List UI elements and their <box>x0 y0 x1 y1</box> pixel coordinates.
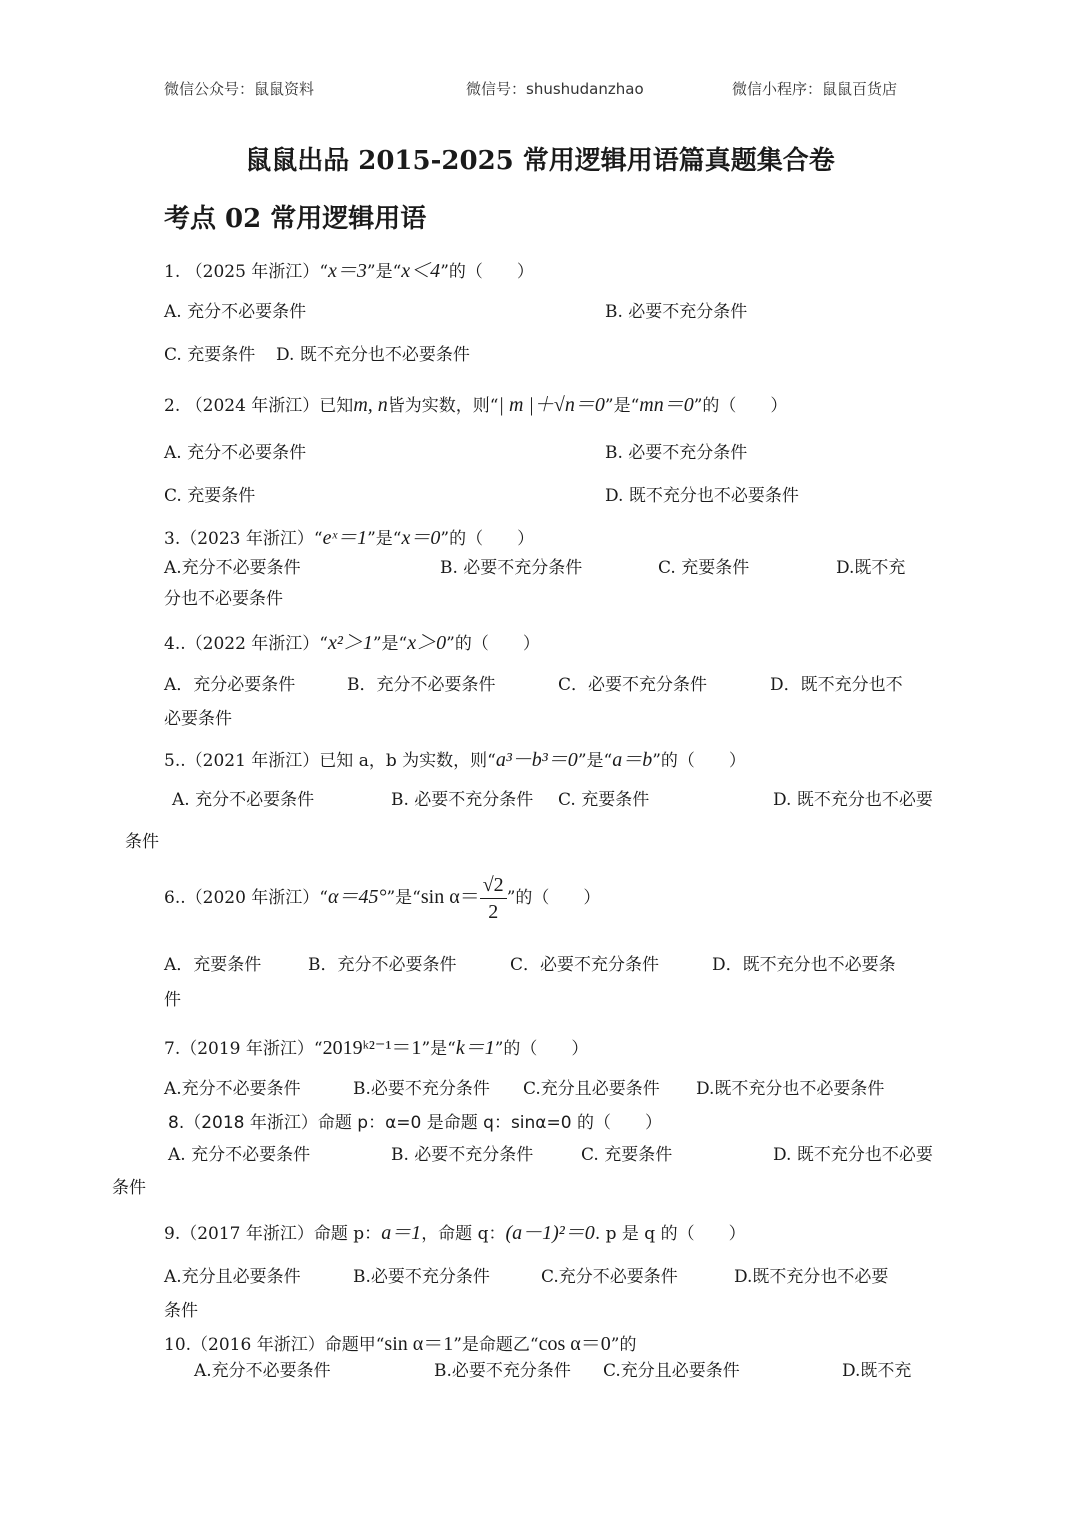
q4-end: ”的（ ） <box>446 634 540 654</box>
q7-option-a[interactable]: A.充分不必要条件 <box>164 1079 301 1099</box>
q2-number: 2. <box>164 396 181 416</box>
q2-end: ”的（ ） <box>693 396 788 416</box>
q8-option-b[interactable]: B. 必要不充分条件 <box>391 1145 534 1165</box>
q3-option-d[interactable]: D.既不充 <box>836 558 906 578</box>
q5-option-c[interactable]: C. 充要条件 <box>558 790 650 810</box>
q9-option-a[interactable]: A.充分且必要条件 <box>164 1267 301 1287</box>
q3-option-b[interactable]: B. 必要不充分条件 <box>440 558 583 578</box>
q6-option-d[interactable]: D．既不充分也不必要条 <box>712 955 896 975</box>
question-8: 8.（2018 年浙江）命题 p：α=0 是命题 q：sinα=0 的（ ） <box>168 1113 662 1133</box>
q2-option-b[interactable]: B. 必要不充分条件 <box>605 443 748 463</box>
q7-cond-b: k＝1 <box>455 1037 495 1059</box>
q3-option-a[interactable]: A.充分不必要条件 <box>164 558 301 578</box>
q10-cond-a: sin α＝1 <box>384 1333 454 1355</box>
q8-option-d[interactable]: D. 既不充分也不必要 <box>773 1145 933 1165</box>
q2-option-a[interactable]: A. 充分不必要条件 <box>164 443 307 463</box>
question-5 <box>164 743 746 772</box>
header-left: 微信公众号：鼠鼠资料 <box>164 80 315 98</box>
q6-fraction-denominator: 2 <box>488 901 499 923</box>
q3-end: ”的（ ） <box>440 529 535 549</box>
question-2 <box>164 388 787 417</box>
q6-option-c[interactable]: C．必要不充分条件 <box>510 955 660 975</box>
q5-option-d-cont: 条件 <box>125 832 159 852</box>
q2-option-d[interactable]: D. 既不充分也不必要条件 <box>605 486 799 506</box>
q7-is: ”是“ <box>421 1039 456 1059</box>
q5-lead: 5..（2021 年浙江）已知 a，b 为实数，则“ <box>164 751 496 771</box>
q2-vars: m, n <box>353 394 388 416</box>
q5-is: ”是“ <box>577 751 613 771</box>
q6-fraction <box>480 872 507 925</box>
q5-option-a[interactable]: A. 充分不必要条件 <box>172 790 315 810</box>
q2-option-c[interactable]: C. 充要条件 <box>164 486 256 506</box>
q4-option-d-cont: 必要条件 <box>164 709 232 729</box>
q6-fraction-numerator: √2 <box>480 872 507 899</box>
question-1: 1. （2025 年浙江）“x＝3”是“x＜4”的（ ） <box>164 260 534 282</box>
question-9 <box>164 1216 746 1245</box>
q7-end: ”的（ ） <box>494 1039 589 1059</box>
q2-mid: 皆为实数，则“ <box>387 396 499 416</box>
q4-cond-a: x²＞1 <box>327 632 373 654</box>
section-heading: 考点 02 常用逻辑用语 <box>164 204 427 234</box>
q5-option-b[interactable]: B. 必要不充分条件 <box>391 790 534 810</box>
q4-lead: 4..（2022 年浙江）“ <box>164 634 328 654</box>
q3-cond-a: eˣ＝1 <box>322 527 368 549</box>
q4-cond-b: x＞0 <box>407 632 447 654</box>
q1-cond-b: x＜4 <box>401 260 441 282</box>
q4-option-a[interactable]: A．充分必要条件 <box>164 675 296 695</box>
page-title: 鼠鼠出品 2015-2025 常用逻辑用语篇真题集合卷 <box>245 146 835 176</box>
q7-option-d[interactable]: D.既不充分也不必要条件 <box>696 1079 885 1099</box>
q3-is: ”是“ <box>367 529 402 549</box>
q3-cond-b: x＝0 <box>401 527 441 549</box>
q5-cond-a: a³－b³＝0 <box>495 749 578 771</box>
q4-option-d[interactable]: D．既不充分也不 <box>770 675 903 695</box>
q10-end: ”的 <box>610 1335 637 1355</box>
q2-is: ”是“ <box>604 396 640 416</box>
q5-option-d[interactable]: D. 既不充分也不必要 <box>773 790 933 810</box>
q10-option-a[interactable]: A.充分不必要条件 <box>194 1361 331 1381</box>
q4-option-c[interactable]: C．必要不充分条件 <box>558 675 708 695</box>
question-7 <box>164 1031 588 1060</box>
q6-option-a[interactable]: A．充要条件 <box>164 955 262 975</box>
q3-option-d-cont: 分也不必要条件 <box>164 589 283 609</box>
q6-lead: 6..（2020 年浙江）“ <box>164 888 328 908</box>
q5-end: ”的（ ） <box>652 751 746 771</box>
q8-option-a[interactable]: A. 充分不必要条件 <box>168 1145 311 1165</box>
q1-cond-a: x＝3 <box>328 260 367 282</box>
q6-cond-b-left: sin α＝ <box>420 886 480 908</box>
q2-cond-a: | m |＋√n＝0 <box>498 394 605 416</box>
q9-lead: 9.（2017 年浙江）命题 p： <box>164 1224 382 1244</box>
q10-cond-b: cos α＝0 <box>538 1333 611 1355</box>
q1-number: 1. <box>164 262 181 282</box>
q4-is: ”是“ <box>372 634 408 654</box>
q6-option-d-cont: 件 <box>164 990 181 1010</box>
q7-lead: 7.（2019 年浙江）“ <box>164 1039 323 1059</box>
q3-option-c[interactable]: C. 充要条件 <box>658 558 750 578</box>
question-10 <box>164 1327 636 1356</box>
q1-end: 的（ ） <box>448 262 534 282</box>
q10-lead: 10.（2016 年浙江）命题甲“ <box>164 1335 385 1355</box>
q4-option-b[interactable]: B．充分不必要条件 <box>347 675 496 695</box>
q9-mid: ，命题 q： <box>421 1224 506 1244</box>
q7-option-b[interactable]: B.必要不充分条件 <box>353 1079 490 1099</box>
q6-end: ”的（ ） <box>506 888 601 908</box>
q1-option-c[interactable]: C. 充要条件 <box>164 345 256 365</box>
q9-end: . p 是 q 的（ ） <box>594 1224 746 1244</box>
q9-option-d[interactable]: D.既不充分也不必要 <box>734 1267 889 1287</box>
question-6 <box>164 872 600 925</box>
q8-option-d-cont: 条件 <box>112 1178 146 1198</box>
q7-cond-a: 2019ᵏ²⁻¹＝1 <box>322 1037 422 1059</box>
question-4 <box>164 626 540 655</box>
header-right: 微信小程序：鼠鼠百货店 <box>732 80 898 98</box>
q9-cond-a: a＝1 <box>381 1222 422 1244</box>
q2-source: （2024 年浙江）已知 <box>185 396 354 416</box>
q9-option-c[interactable]: C.充分不必要条件 <box>541 1267 678 1287</box>
q1-option-a[interactable]: A. 充分不必要条件 <box>164 302 307 322</box>
q6-is: ”是“ <box>386 888 421 908</box>
q9-cond-b: (a－1)²＝0 <box>505 1222 595 1244</box>
q3-lead: 3.（2023 年浙江）“ <box>164 529 323 549</box>
q10-mid: ”是命题乙“ <box>453 1335 539 1355</box>
q6-cond-a: α＝45° <box>327 886 387 908</box>
q9-option-d-cont: 条件 <box>164 1301 198 1321</box>
q10-option-d[interactable]: D.既不充 <box>842 1361 912 1381</box>
q9-option-b[interactable]: B.必要不充分条件 <box>353 1267 490 1287</box>
header-middle: 微信号：shushudanzhao <box>466 80 644 98</box>
q5-cond-b: a＝b <box>612 749 653 771</box>
q1-source: （2025 年浙江） <box>185 262 320 282</box>
q8-option-c[interactable]: C. 充要条件 <box>581 1145 673 1165</box>
q10-option-b[interactable]: B.必要不充分条件 <box>434 1361 571 1381</box>
q10-option-c[interactable]: C.充分且必要条件 <box>603 1361 740 1381</box>
q7-option-c[interactable]: C.充分且必要条件 <box>523 1079 660 1099</box>
q6-option-b[interactable]: B．充分不必要条件 <box>308 955 457 975</box>
question-3 <box>164 521 534 550</box>
q2-cond-b: mn＝0 <box>639 394 694 416</box>
q1-option-d[interactable]: D. 既不充分也不必要条件 <box>276 345 470 365</box>
q1-option-b[interactable]: B. 必要不充分条件 <box>605 302 748 322</box>
